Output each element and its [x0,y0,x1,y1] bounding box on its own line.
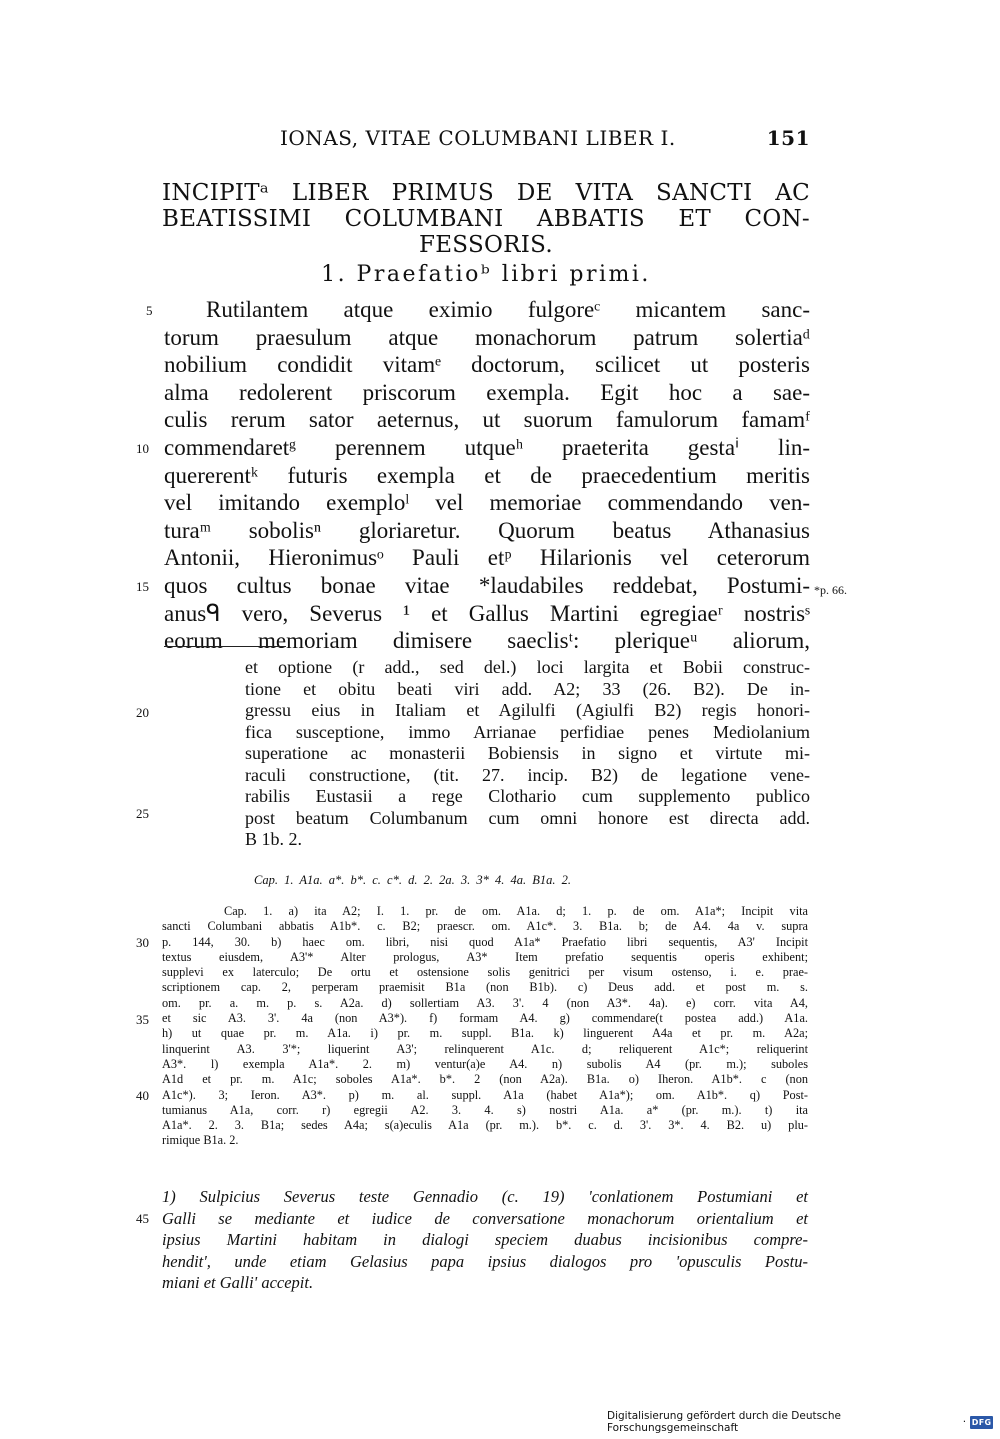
footnote-line: rabilis Eustasii a rege Clothario cum supplemento publico [245,786,810,806]
text-line: turaᵐ sobolisⁿ gloriaretur. Quorum beatus Athanasius [164,517,810,543]
heading-line: FESSORIS. [418,232,554,258]
apparatus-line: om. pr. a. m. p. s. A2a. d) sollertiam A3. 3'. 4 (non A3*. 4a). e) corr. vita A4, [162,995,808,1010]
line-number: 25 [136,806,149,821]
credit-text: Digitalisierung gefördert durch die Deutsche Forschungsgemeinschaft [607,1410,841,1434]
text-line: eorum memoriam dimisere saeclisᵗ: pleriqueᵘ aliorum, [164,628,810,654]
line-number: 30 [136,935,149,950]
apparatus-line: tumianus A1a, corr. r) egregii A2. 3. 4. s) nostri A1a. a* (pr. m.). t) ita [162,1102,808,1117]
note-line: ipsius Martini habitam in dialogi speciem duabus incisionibus compre- [162,1230,808,1249]
apparatus-line: rimique B1a. 2. [162,1133,239,1148]
footnote-line: post beatum Columbanum cum omni honore est directa add. [245,807,810,828]
note-line: Galli se mediante et iudice de conversatione monachorum orientalium et [162,1208,808,1228]
page-number: 151 [766,126,810,150]
main-text [164,296,810,655]
apparatus-line: scriptionem cap. 2, perperam praemisit B1a (non B1b). c) Deus add. et post m. s. [162,980,808,995]
apparatus-line: et sic A3. 3'. 4a (non A3*). f) formam A4. g) commendare(t postea add.) A1a. [162,1011,808,1026]
note-line: miani et Galli' accepit. [162,1273,314,1292]
line-number: 10 [136,441,149,456]
text-line: quos cultus bonae vitae *laudabiles reddebat, Postumi- [164,572,810,598]
dfg-logo-icon: DFG [971,1417,992,1427]
section-title: 1. Praefatioᵇ libri primi. [321,262,651,287]
line-number: 45 [136,1211,149,1226]
digitization-credit: Digitalisierung gefördert durch die Deutsche Forschungsgemeinschaft · DFG [607,1410,992,1434]
apparatus-line: linquerint A3. 3'*; liquerint A3'; relinquerent A1c. d; reliquerent A1c*; reliquerint [162,1041,808,1056]
footnote-line: tione et obitu beati viri add. A2; 33 (26. B2). De in- [245,678,810,699]
text-line: culis rerum sator aeternus, ut suorum famulorum famamᶠ [164,407,810,433]
apparatus-line: h) ut quae pr. m. A1a. i) pr. m. suppl. B1a. k) linguerent A4a et pr. m. A2a; [162,1026,808,1041]
apparatus-line: textus eiusdem, A3'* Alter prologus, A3* Item prefatio sequentis operis exhibent; [162,949,808,964]
apparatus-line: p. 144, 30. b) haec om. libri, nisi quod A1a* Praefatio libri sequentis, A3' Incipit [162,934,808,949]
text-line: anusᑫ vero, Severus ¹ et Gallus Martini egregiaeʳ nostrisˢ [164,600,810,626]
apparatus-line: A3*. l) exempla A1a*. 2. m) ventur(a)e A4. n) subolis A4 (pr. m.); suboles [162,1056,808,1071]
text-line: quererentᵏ futuris exempla et de praecedentium meritis [164,462,810,488]
text-line: alma redolerent priscorum exempla. Egit hoc a sae- [164,379,810,405]
margin-page-reference: *p. 66. [814,583,847,597]
footnote-continuation [245,657,810,851]
note-line: 1) Sulpicius Severus teste Gennadio (c. 19) 'conlationem Postumiani et [162,1187,808,1206]
line-number: 40 [136,1088,149,1103]
footnote-line: B 1b. 2. [245,829,303,849]
line-number: 5 [146,303,153,318]
running-head [160,126,810,150]
footnote-line: raculi constructione, (tit. 27. incip. B2) de legatione vene- [245,764,810,785]
line-number: 15 [136,579,149,594]
critical-apparatus [162,904,808,1149]
footnote-line: gressu eius in Italiam et Agilulfi (Agiulfi B2) regis honori- [245,700,810,720]
source-note [162,1186,808,1294]
text-line: Antonii, Hieronimusᵒ Pauli etᵖ Hilarionis vel ceterorum [164,545,810,571]
note-line: hendit', unde etiam Gelasius papa ipsius dialogos pro 'opusculis Postu- [162,1251,808,1271]
text-line: Rutilantem atque eximio fulgoreᶜ micantem sanc- [206,297,810,322]
apparatus-line: Cap. 1. a) ita A2; I. 1. pr. de om. A1a. d; 1. p. de om. A1a*; Incipit vita [224,904,808,918]
heading-line: INCIPITᵃ LIBER PRIMUS DE VITA SANCTI AC [162,180,810,206]
text-line: commendaretᵍ perennem utqueʰ praeterita gestaⁱ lin- [164,434,810,460]
apparatus-line: A1c*). 3; Ieron. A3*. p) m. al. suppl. A1a (habet A1a*); om. A1b*. q) Post- [162,1087,808,1102]
footnote-rule [164,646,286,647]
line-number: 35 [136,1012,149,1027]
footnote-line: et optione (r add., sed del.) loci largita et Bobii construc- [245,657,810,677]
line-number: 20 [136,705,149,720]
heading-line: BEATISSIMI COLUMBANI ABBATIS ET CON- [162,206,810,232]
text-line: torum praesulum atque monachorum patrum solertiaᵈ [164,324,810,350]
footnote-line: superatione ac monasterii Bobiensis in signo et virtute mi- [245,743,810,763]
book-heading [162,180,810,258]
apparatus-line: A1d et pr. m. A1c; soboles A1a*. b*. 2 (non A2a). B1a. o) Iheron. A1b*. c (non [162,1072,808,1087]
text-line: vel imitando exemploˡ vel memoriae commendando ven- [164,490,810,516]
apparatus-line: supplevi ex laterculo; De ortu et ostensione solis genitrici per visum ostenso, i. e. prae- [162,965,808,980]
apparatus-line: sancti Columbani abbatis A1b*. c. B2; praescr. om. A1c*. 3. B1a. b; de A4. 4a v. supra [162,919,808,934]
apparatus-line: A1a*. 2. 3. B1a; sedes A4a; s(a)eculis A1a (pr. m.). b*. c. d. 3'. 3*. 4. B2. u) plu- [162,1118,808,1133]
footnote-line: fica susceptione, immo Arrianae perfidiae penes Mediolanium [245,721,810,742]
text-line: nobilium condidit vitamᵉ doctorum, scilicet ut posteris [164,352,810,378]
running-title: IONAS, VITAE COLUMBANI LIBER I. [280,126,676,150]
manuscript-list: Cap. 1. A1a. a*. b*. c. c*. d. 2. 2a. 3. 3* 4. 4a. B1a. 2. [254,873,571,887]
